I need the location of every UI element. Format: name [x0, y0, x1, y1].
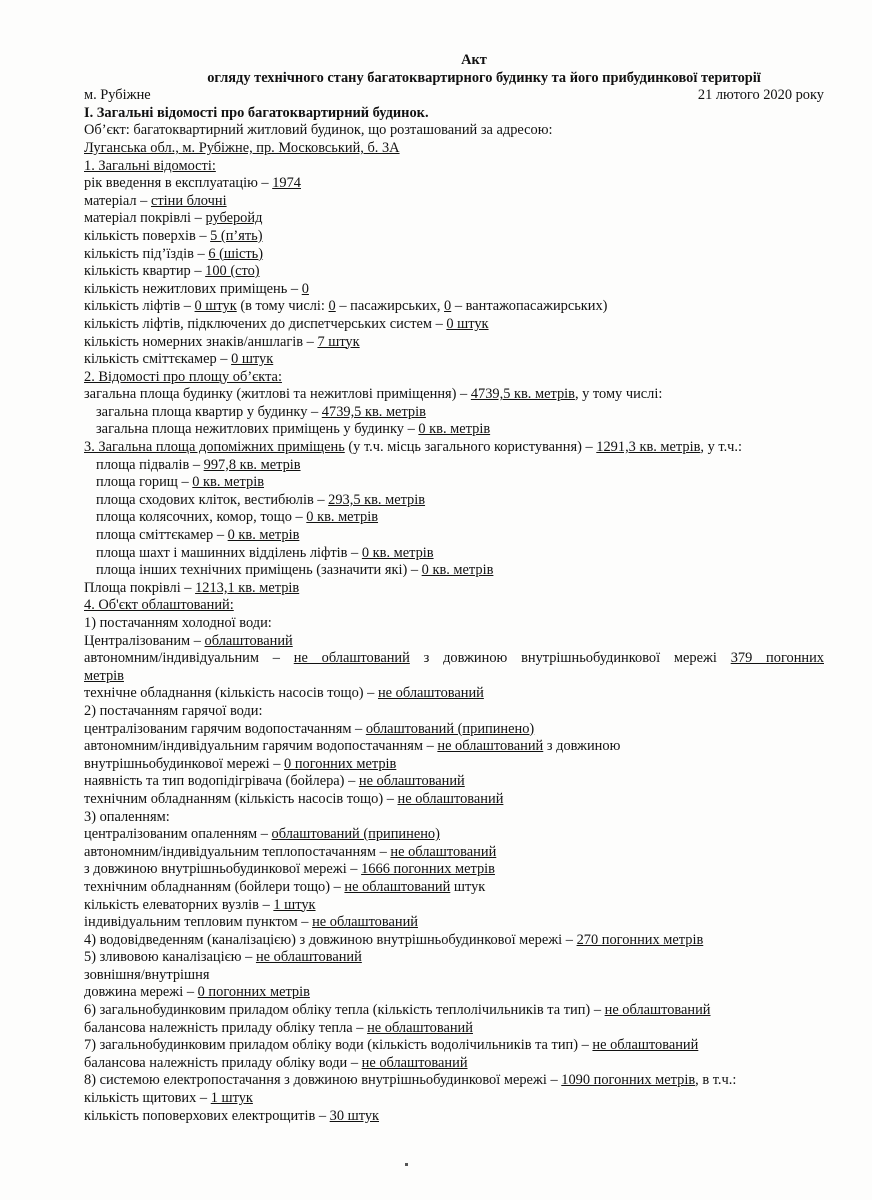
lifts-passenger-value: 0	[328, 298, 336, 315]
roof-material-value: руберойд	[205, 210, 263, 227]
walls-value: стіни блочні	[150, 192, 227, 209]
sewer-row: 4) водовідведенням (каналізацією) з довжиною внутрішньобудинкової мережі – 270 погонних метрів	[84, 931, 704, 948]
switchboards-row: кількість щитових – 1 штук	[84, 1090, 253, 1107]
total-area-value: 4739,5 кв. метрів	[470, 386, 575, 403]
cold-tech-value: не облаштований	[377, 685, 484, 702]
garbage-area-value: 0 кв. метрів	[227, 527, 300, 544]
year-value: 1974	[272, 175, 301, 192]
other-area-row: площа інших технічних приміщень (зазначити які) – 0 кв. метрів	[96, 562, 494, 579]
switchboards-value: 1 штук	[210, 1090, 253, 1107]
document-subtitle: огляду технічного стану багатоквартирного будинку та його прибудинкової території	[207, 69, 761, 86]
hot-water-heading: 2) постачанням гарячої води:	[84, 702, 263, 719]
object-address: Луганська обл., м. Рубіжне, пр. Московський, б. 3А	[84, 139, 400, 156]
lifts-dispatch-row: кількість ліфтів, підключених до диспетчерських систем – 0 штук	[84, 315, 489, 332]
apartments-row: кількість квартир – 100 (сто)	[84, 263, 260, 280]
signs-row: кількість номерних знаків/аншлагів – 7 штук	[84, 333, 360, 350]
cold-water-heading: 1) постачанням холодної води:	[84, 615, 272, 631]
cold-auto-value: не облаштований	[293, 650, 410, 667]
storage-area-row: площа колясочних, комор, тощо – 0 кв. метрів	[96, 509, 379, 526]
heat-point-value: не облаштований	[312, 914, 418, 931]
area-heading: 2. Відомості про площу об’єкта:	[84, 368, 282, 385]
cold-auto-length-unit: метрів	[84, 667, 124, 684]
entrances-row: кількість під’їздів – 6 (шість)	[84, 245, 264, 262]
apartments-value: 100 (сто)	[205, 263, 260, 280]
floor-panels-row: кількість поповерхових електрощитів – 30 штук	[84, 1107, 380, 1124]
hot-network-value: 0 погонних метрів	[284, 755, 397, 772]
object-label: Об’єкт: багатоквартирний житловий будинок, що розташований за адресою:	[84, 122, 553, 139]
power-value: 1090 погонних метрів	[561, 1072, 696, 1089]
heat-meter-balance-row: балансова належність приладу обліку тепла – не облаштований	[84, 1019, 473, 1036]
signs-value: 7 штук	[317, 333, 360, 350]
water-meter-balance-value: не облаштований	[361, 1054, 468, 1071]
hot-boiler-value: не облаштований	[358, 773, 465, 790]
entrances-value: 6 (шість)	[208, 245, 264, 262]
heat-tech-value: не облаштований	[344, 878, 451, 895]
elevator-units-value: 1 штук	[273, 896, 316, 913]
cold-auto-row: автономним/індивідуальним – не облаштований з довжиною внутрішньобудинкової мережі 379 погонних	[84, 650, 824, 667]
nonresidential-value: 0	[301, 280, 309, 297]
water-meter-balance-row: балансова належність приладу обліку води – не облаштований	[84, 1054, 468, 1071]
year-row: рік введення в експлуатацію – 1974	[84, 175, 301, 192]
document-title: Акт	[461, 52, 487, 68]
sewer-value: 270 погонних метрів	[576, 931, 704, 948]
stairs-area-row: площа сходових кліток, вестибюлів – 293,5 кв. метрів	[96, 491, 426, 508]
storm-row: 5) зливовою каналізацією – не облаштований	[84, 949, 362, 966]
water-meter-value: не облаштований	[592, 1037, 699, 1054]
heat-network-row: з довжиною внутрішньобудинкової мережі – 1666 погонних метрів	[84, 861, 495, 878]
stairs-area-value: 293,5 кв. метрів	[328, 491, 426, 508]
roof-area-value: 1213,1 кв. метрів	[195, 579, 300, 596]
nonres-area-row: загальна площа нежитлових приміщень у будинку – 0 кв. метрів	[96, 421, 491, 438]
heating-heading: 3) опаленням:	[84, 808, 170, 825]
roof-area-row: Площа покрівлі – 1213,1 кв. метрів	[84, 579, 300, 596]
cold-auto-length-value: 379 погонних	[730, 650, 824, 667]
nonresidential-row: кількість нежитлових приміщень – 0	[84, 280, 309, 297]
hot-tech-row: технічним обладнанням (кількість насосів тощо) – не облаштований	[84, 790, 504, 807]
cold-central-row: Централізованим – облаштований	[84, 632, 293, 649]
hot-auto-row: автономним/індивідуальним гарячим водопостачанням – не облаштований з довжиною	[84, 738, 621, 755]
heat-meter-value: не облаштований	[604, 1002, 711, 1019]
walls-row: матеріал – стіни блочні	[84, 192, 227, 209]
lifts-cargo-value: 0	[444, 298, 452, 315]
aux-total-value: 1291,3 кв. метрів	[596, 439, 701, 456]
shafts-area-value: 0 кв. метрів	[361, 544, 434, 561]
garbage-rooms-row: кількість сміттєкамер – 0 штук	[84, 351, 274, 368]
attic-area-value: 0 кв. метрів	[192, 474, 264, 491]
apartments-area-row: загальна площа квартир у будинку – 4739,5 кв. метрів	[96, 403, 426, 420]
shafts-area-row: площа шахт і машинних відділень ліфтів – 0 кв. метрів	[96, 544, 434, 561]
basement-area-value: 997,8 кв. метрів	[203, 456, 301, 473]
other-area-value: 0 кв. метрів	[421, 562, 494, 579]
hot-tech-value: не облаштований	[397, 790, 504, 807]
storage-area-value: 0 кв. метрів	[306, 509, 379, 526]
document-body	[84, 52, 824, 1125]
hot-boiler-row: наявність та тип водопідігрівача (бойлера) – не облаштований	[84, 773, 465, 790]
hot-auto-value: не облаштований	[437, 738, 544, 755]
elevator-units-row: кількість елеваторних вузлів – 1 штук	[84, 896, 316, 913]
scan-dot	[405, 1163, 408, 1166]
total-area-row: загальна площа будинку (житлові та нежитлові приміщення) – 4739,5 кв. метрів, у тому числі:	[84, 386, 663, 403]
garbage-area-row: площа сміттєкамер – 0 кв. метрів	[96, 527, 300, 544]
heat-point-row: індивідуальним тепловим пунктом – не облаштований	[84, 914, 418, 931]
city: м. Рубіжне	[84, 87, 151, 104]
nonres-area-value: 0 кв. метрів	[418, 421, 491, 438]
attic-area-row: площа горищ – 0 кв. метрів	[96, 474, 264, 491]
hot-central-value: облаштований (припинено)	[365, 720, 535, 737]
lifts-value: 0 штук	[194, 298, 237, 315]
apartments-area-value: 4739,5 кв. метрів	[321, 403, 426, 420]
garbage-rooms-value: 0 штук	[231, 351, 274, 368]
aux-heading-row: 3. Загальна площа допоміжних приміщень (у т.ч. місць загального користування) – 1291,3 кв. метрів, у т.ч.:	[84, 439, 743, 456]
lifts-row: кількість ліфтів – 0 штук (в тому числі: 0 – пасажирських, 0 – вантажопасажирських)	[84, 298, 608, 315]
heat-auto-value: не облаштований	[390, 843, 497, 860]
lifts-dispatch-value: 0 штук	[446, 315, 489, 332]
heat-meter-row: 6) загальнобудинковим приладом обліку тепла (кількість теплолічильників та тип) – не облаштований	[84, 1002, 711, 1019]
heat-tech-row: технічним обладнанням (бойлери тощо) – не облаштований штук	[84, 878, 486, 895]
power-row: 8) системою електропостачання з довжиною внутрішньобудинкової мережі – 1090 погонних метрів, в т.ч.:	[84, 1072, 737, 1089]
cold-tech-row: технічне обладнання (кількість насосів тощо) – не облаштований	[84, 685, 484, 702]
storm-value: не облаштований	[255, 949, 362, 966]
water-meter-row: 7) загальнобудинковим приладом обліку води (кількість водолічильників та тип) – не облаштований	[84, 1037, 699, 1054]
section-heading: І. Загальні відомості про багатоквартирний будинок.	[84, 104, 429, 121]
aux-heading: 3. Загальна площа допоміжних приміщень	[84, 439, 345, 456]
general-heading: 1. Загальні відомості:	[84, 157, 216, 174]
heat-network-value: 1666 погонних метрів	[361, 861, 495, 878]
heat-central-value: облаштований (припинено)	[271, 826, 440, 843]
heat-central-row: централізованим опаленням – облаштований (припинено)	[84, 826, 440, 843]
storm-type: зовнішня/внутрішня	[84, 966, 210, 983]
cold-central-value: облаштований	[204, 632, 293, 649]
floor-panels-value: 30 штук	[329, 1107, 380, 1124]
roof-material-row: матеріал покрівлі – руберойд	[84, 210, 263, 227]
equipment-heading: 4. Об'єкт облаштований:	[84, 597, 234, 614]
heat-auto-row: автономним/індивідуальним теплопостачанням – не облаштований	[84, 843, 497, 860]
storm-length-row: довжина мережі – 0 погонних метрів	[84, 984, 310, 1001]
floors-value: 5 (п’ять)	[210, 227, 263, 244]
storm-length-value: 0 погонних метрів	[197, 984, 310, 1001]
floors-row: кількість поверхів – 5 (п’ять)	[84, 227, 263, 244]
document-date: 21 лютого 2020 року	[697, 87, 824, 104]
place-date-line	[84, 87, 824, 105]
hot-network-row: внутрішньобудинкової мережі – 0 погонних метрів	[84, 755, 397, 772]
basement-area-row: площа підвалів – 997,8 кв. метрів	[96, 456, 301, 473]
heat-meter-balance-value: не облаштований	[367, 1019, 473, 1036]
hot-central-row: централізованим гарячим водопостачанням – облаштований (припинено)	[84, 720, 535, 737]
